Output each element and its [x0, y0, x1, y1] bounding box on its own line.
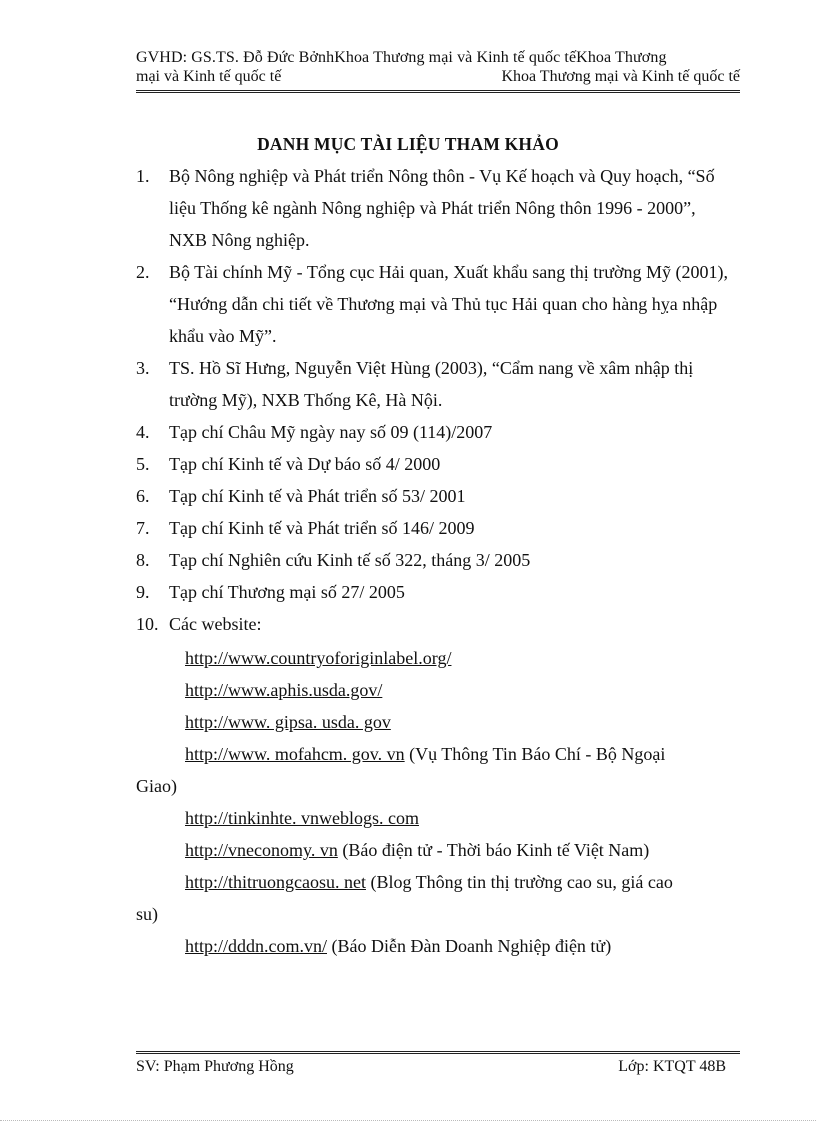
page-bottom-divider [0, 1120, 816, 1121]
footer-student: SV: Phạm Phương Hồng [136, 1058, 294, 1075]
website-entry [136, 674, 732, 706]
reference-number: 1. [136, 166, 150, 186]
reference-text: Các website: [169, 614, 262, 634]
reference-number: 2. [136, 262, 150, 282]
website-link[interactable]: http://www. mofahcm. gov. vn [185, 744, 405, 764]
reference-text: Tạp chí Kinh tế và Phát triển số 53/ 2001 [169, 486, 466, 506]
page-footer [136, 1058, 726, 1076]
reference-item [136, 576, 732, 608]
website-link[interactable]: http://dddn.com.vn/ [185, 936, 327, 956]
reference-text: Tạp chí Thương mại số 27/ 2005 [169, 582, 405, 602]
reference-text: Tạp chí Kinh tế và Phát triển số 146/ 2009 [169, 518, 475, 538]
website-entry [136, 738, 732, 770]
header-line-2 [136, 67, 740, 86]
reference-item [136, 512, 732, 544]
reference-number: 9. [136, 582, 150, 602]
website-description-continued: su) [136, 904, 158, 924]
header-line-1: GVHD: GS.TS. Đỗ Đức BởnhKhoa Thương mại và Kinh tế quốc tếKhoa Thương [136, 49, 667, 66]
website-description: (Báo điện tử - Thời báo Kinh tế Việt Nam) [337, 840, 650, 860]
website-entry [136, 706, 732, 738]
website-list [136, 642, 732, 962]
reference-number: 5. [136, 454, 150, 474]
reference-item [136, 160, 732, 256]
reference-list [136, 160, 732, 640]
website-link[interactable]: http://vneconomy. vn [185, 840, 338, 860]
website-link[interactable]: http://thitruongcaosu. net [185, 872, 366, 892]
reference-item [136, 352, 732, 416]
header-line-2-left: mại và Kinh tế quốc tế [136, 68, 282, 85]
footer-class: Lớp: KTQT 48B [618, 1058, 726, 1075]
website-description: (Vụ Thông Tin Báo Chí - Bộ Ngoại [404, 744, 666, 764]
reference-number: 8. [136, 550, 150, 570]
website-link[interactable]: http://www.countryoforiginlabel.org/ [185, 648, 452, 668]
reference-text: Bộ Nông nghiệp và Phát triển Nông thôn - Vụ Kế hoạch và Quy hoạch, “Số liệu Thống kê ngành Nông nghiệp và Phát triển Nông thôn 1996 - 2000”, NXB Nông nghiệp. [169, 166, 715, 250]
reference-item [136, 480, 732, 512]
website-link[interactable]: http://www. gipsa. usda. gov [185, 712, 391, 732]
reference-text: TS. Hồ Sĩ Hưng, Nguyễn Việt Hùng (2003), “Cẩm nang về xâm nhập thị trường Mỹ), NXB Thống Kê, Hà Nội. [169, 358, 694, 410]
website-link[interactable]: http://tinkinhte. vnweblogs. com [185, 808, 419, 828]
page-title: DANH MỤC TÀI LIỆU THAM KHẢO [257, 134, 559, 154]
website-description: (Báo Diễn Đàn Doanh Nghiệp điện tử) [327, 936, 612, 956]
website-entry [136, 866, 732, 898]
reference-number: 10. [136, 614, 159, 634]
reference-item [136, 608, 732, 640]
website-entry [136, 834, 732, 866]
reference-number: 7. [136, 518, 150, 538]
website-entry [136, 802, 732, 834]
reference-text: Tạp chí Nghiên cứu Kinh tế số 322, tháng 3/ 2005 [169, 550, 531, 570]
website-entry [136, 930, 732, 962]
reference-number: 3. [136, 358, 150, 378]
reference-item [136, 448, 732, 480]
reference-number: 4. [136, 422, 150, 442]
website-description-continued: Giao) [136, 776, 177, 796]
footer-rule [136, 1051, 740, 1054]
page-header [136, 48, 740, 86]
reference-item [136, 416, 732, 448]
website-description: (Blog Thông tin thị trường cao su, giá cao [365, 872, 673, 892]
header-rule [136, 90, 740, 93]
reference-text: Bộ Tài chính Mỹ - Tổng cục Hải quan, Xuất khẩu sang thị trường Mỹ (2001), “Hướng dẫn chi tiết về Thương mại và Thủ tục Hải quan cho hàng hỵa nhập khẩu vào Mỹ”. [169, 262, 729, 346]
website-link[interactable]: http://www.aphis.usda.gov/ [185, 680, 383, 700]
reference-number: 6. [136, 486, 150, 506]
reference-text: Tạp chí Châu Mỹ ngày nay số 09 (114)/2007 [169, 422, 493, 442]
reference-item [136, 256, 732, 352]
reference-item [136, 544, 732, 576]
website-entry [136, 642, 732, 674]
reference-text: Tạp chí Kinh tế và Dự báo số 4/ 2000 [169, 454, 441, 474]
header-line-2-right: Khoa Thương mại và Kinh tế quốc tế [501, 68, 740, 85]
